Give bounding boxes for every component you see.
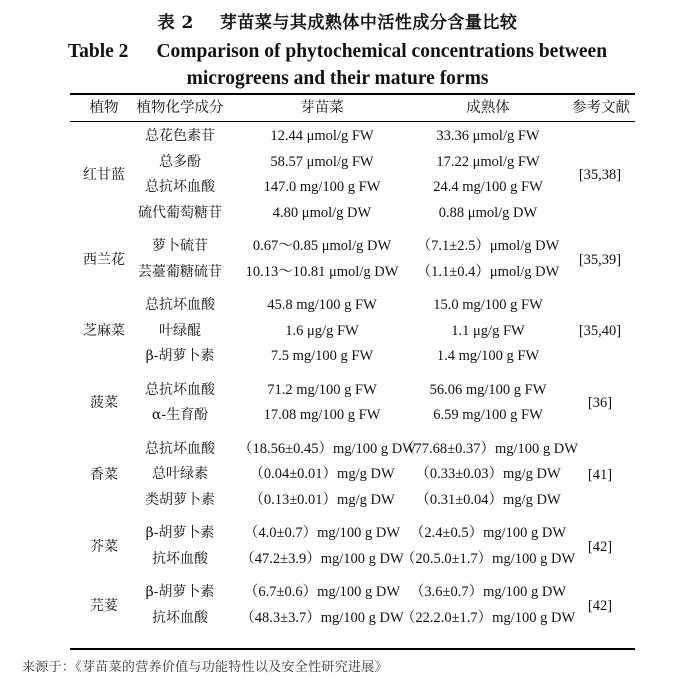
table-top-rule xyxy=(70,93,635,95)
table-header-rule xyxy=(70,121,635,122)
caption-english xyxy=(0,38,675,92)
microgreen-value-cell: 71.2 mg/100 g FW xyxy=(267,381,377,398)
compound-cell: 总抗坏血酸 xyxy=(145,381,215,398)
column-header: 参考文献 xyxy=(572,100,630,116)
plant-name: 芥菜 xyxy=(90,538,118,555)
microgreen-value-cell: 17.08 mg/100 g FW xyxy=(263,407,381,423)
compound-cell: 总抗坏血酸 xyxy=(145,440,215,457)
compound-cell: 硫代葡萄糖苷 xyxy=(138,204,222,221)
compound-cell: 总花色素苷 xyxy=(145,128,215,144)
microgreen-value-cell: 1.6 μg/g FW xyxy=(285,322,359,339)
microgreen-value-cell: 0.67～0.85 μmol/g DW xyxy=(252,238,392,254)
microgreen-value-cell: （47.2±3.9）mg/100 g DW xyxy=(240,550,404,567)
microgreen-value-cell: 58.57 μmol/g FW xyxy=(270,153,374,170)
caption-en-label: Table 2 xyxy=(67,41,129,62)
source-footnote: 来源于：《芽苗菜的营养价值与功能特性以及安全性研究进展》 xyxy=(22,660,388,675)
caption-cn-title: 芽苗菜与其成熟体中活性成分含量比较 xyxy=(219,13,518,33)
mature-value-cell: （22.2.0±1.7）mg/100 g DW xyxy=(400,609,576,626)
mature-value-cell: 15.0 mg/100 g FW xyxy=(433,297,543,313)
reference-cell: [42] xyxy=(587,597,613,614)
microgreen-value-cell: （0.04±0.01）mg/g DW xyxy=(249,466,395,482)
caption-cn-label: 表 2 xyxy=(157,13,194,33)
microgreen-value-cell: （18.56±0.45）mg/100 g DW xyxy=(238,440,416,457)
mature-value-cell: （0.33±0.03）mg/g DW xyxy=(415,466,561,482)
microgreen-value-cell: （48.3±3.7）mg/100 g DW xyxy=(240,609,404,626)
mature-value-cell: 24.4 mg/100 g FW xyxy=(433,179,543,195)
mature-value-cell: 6.59 mg/100 g FW xyxy=(433,407,543,423)
mature-value-cell: （1.1±0.4）μmol/g DW xyxy=(416,263,560,280)
compound-cell: 萝卜硫苷 xyxy=(152,238,208,254)
column-header: 植物 xyxy=(89,100,119,116)
microgreen-value-cell: （0.13±0.01）mg/g DW xyxy=(249,491,395,508)
mature-value-cell: （7.1±2.5）μmol/g DW xyxy=(416,238,560,254)
reference-cell: [36] xyxy=(587,395,613,411)
column-header: 成熟体 xyxy=(466,100,510,116)
table-bottom-rule xyxy=(70,648,635,650)
compound-cell: β-胡萝卜素 xyxy=(145,584,215,600)
reference-cell: [41] xyxy=(587,466,613,483)
plant-name: 芝麻菜 xyxy=(83,323,125,340)
microgreen-value-cell: 147.0 mg/100 g FW xyxy=(263,179,381,195)
mature-value-cell: 17.22 μmol/g FW xyxy=(436,153,540,170)
compound-cell: 叶绿醌 xyxy=(159,322,201,339)
microgreen-value-cell: 45.8 mg/100 g FW xyxy=(267,297,377,313)
mature-value-cell: （0.31±0.04）mg/g DW xyxy=(415,491,561,508)
plant-name: 菠菜 xyxy=(90,395,118,411)
mature-value-cell: 33.36 μmol/g FW xyxy=(436,128,540,144)
compound-cell: 总抗坏血酸 xyxy=(145,179,215,195)
mature-value-cell: 56.06 mg/100 g FW xyxy=(429,381,547,398)
column-header: 芽苗菜 xyxy=(300,100,344,116)
caption-en-title-line2: microgreens and their mature forms xyxy=(186,68,489,89)
compound-cell: 抗坏血酸 xyxy=(152,550,208,567)
microgreen-value-cell: 4.80 μmol/g DW xyxy=(272,204,372,221)
mature-value-cell: （3.6±0.7）mg/100 g DW xyxy=(409,584,567,600)
plant-name: 西兰花 xyxy=(83,251,125,268)
microgreen-value-cell: 10.13～10.81 μmol/g DW xyxy=(245,263,399,280)
caption-en-title-line1: Comparison of phytochemical concentrations between xyxy=(156,41,608,62)
compound-cell: α-生育酚 xyxy=(151,407,209,423)
mature-value-cell: （2.4±0.5）mg/100 g DW xyxy=(409,525,567,541)
caption-en-line1 xyxy=(0,38,675,65)
compound-cell: 总多酚 xyxy=(159,153,201,170)
compound-cell: β-胡萝卜素 xyxy=(145,525,215,541)
compound-cell: 抗坏血酸 xyxy=(152,609,208,626)
reference-cell: [35,40] xyxy=(578,323,622,340)
compound-cell: 总抗坏血酸 xyxy=(145,297,215,313)
mature-value-cell: （20.5.0±1.7）mg/100 g DW xyxy=(400,550,576,567)
microgreen-value-cell: （6.7±0.6）mg/100 g DW xyxy=(243,584,401,600)
plant-name: 红甘蓝 xyxy=(83,167,125,183)
column-header: 植物化学成分 xyxy=(136,100,224,116)
microgreen-value-cell: 7.5 mg/100 g FW xyxy=(270,348,374,364)
microgreen-value-cell: （4.0±0.7）mg/100 g DW xyxy=(243,525,401,541)
mature-value-cell: 1.4 mg/100 g FW xyxy=(436,348,540,364)
mature-value-cell: 0.88 μmol/g DW xyxy=(438,204,538,221)
microgreen-value-cell: 12.44 μmol/g FW xyxy=(270,128,374,144)
caption-chinese xyxy=(0,8,675,33)
plant-name: 香菜 xyxy=(90,466,118,483)
compound-cell: 芸薹葡糖硫苷 xyxy=(138,263,222,280)
reference-cell: [42] xyxy=(587,538,613,555)
mature-value-cell: （77.68±0.37）mg/100 g DW xyxy=(400,440,578,457)
reference-cell: [35,39] xyxy=(578,251,622,268)
compound-cell: β-胡萝卜素 xyxy=(145,348,215,364)
compound-cell: 总叶绿素 xyxy=(152,466,208,482)
mature-value-cell: 1.1 μg/g FW xyxy=(451,322,525,339)
plant-name: 芫荽 xyxy=(90,597,118,614)
reference-cell: [35,38] xyxy=(578,167,622,183)
compound-cell: 类胡萝卜素 xyxy=(145,491,215,508)
